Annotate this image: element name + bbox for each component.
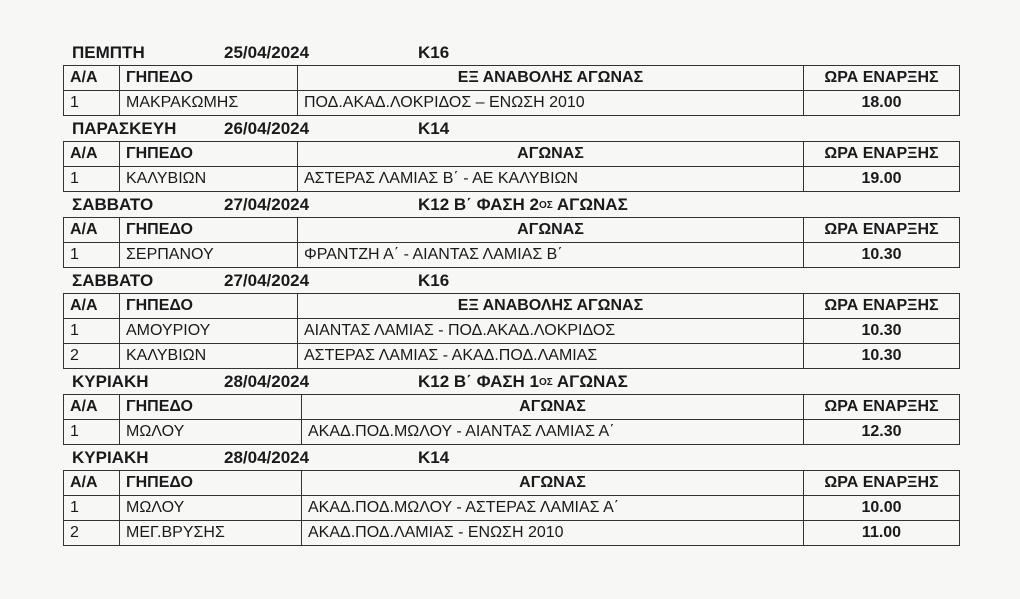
cell-match: ΑΙΑΝΤΑΣ ΛΑΜΙΑΣ - ΠΟΔ.ΑΚΑΔ.ΛΟΚΡΙΔΟΣ — [298, 319, 804, 344]
schedule-table — [63, 141, 960, 192]
col-header-venue: ΓΗΠΕΔΟ — [120, 471, 302, 496]
category: K14 — [418, 448, 450, 467]
schedule-block — [63, 116, 959, 192]
col-header-venue: ΓΗΠΕΔΟ — [120, 142, 298, 167]
cell-venue: ΑΜΟΥΡΙΟΥ — [120, 319, 298, 344]
col-header-match: ΕΞ ΑΝΑΒΟΛΗΣ ΑΓΩΝΑΣ — [298, 66, 804, 91]
table-row — [64, 420, 960, 445]
cell-venue: ΜΑΚΡΑΚΩΜΗΣ — [120, 91, 298, 116]
cell-no: 1 — [64, 496, 120, 521]
col-header-time: ΩΡΑ ΕΝΑΡΞΗΣ — [804, 471, 960, 496]
block-heading — [63, 40, 959, 65]
category-tail: ΑΓΩΝΑΣ — [552, 195, 628, 214]
date: 27/04/2024 — [224, 195, 310, 214]
cell-time: 19.00 — [804, 167, 960, 192]
block-heading — [63, 445, 959, 470]
cell-time: 11.00 — [804, 521, 960, 546]
schedule-table — [63, 394, 960, 445]
cell-time: 10.30 — [804, 243, 960, 268]
col-header-match: ΕΞ ΑΝΑΒΟΛΗΣ ΑΓΩΝΑΣ — [298, 294, 804, 319]
day-name: ΚΥΡΙΑΚΗ — [72, 448, 149, 467]
table-row — [64, 521, 960, 546]
category-main: K12 Β΄ ΦΑΣΗ 1 — [418, 372, 540, 391]
cell-no: 2 — [64, 344, 120, 369]
cell-time: 12.30 — [804, 420, 960, 445]
cell-venue: ΣΕΡΠΑΝΟΥ — [120, 243, 298, 268]
cell-match: ΑΚΑΔ.ΠΟΔ.ΜΩΛΟΥ - ΑΣΤΕΡΑΣ ΛΑΜΙΑΣ Α΄ — [302, 496, 804, 521]
block-heading — [63, 369, 959, 394]
cell-time: 10.30 — [804, 319, 960, 344]
col-header-no: Α/Α — [64, 471, 120, 496]
col-header-time: ΩΡΑ ΕΝΑΡΞΗΣ — [804, 294, 960, 319]
date: 27/04/2024 — [224, 271, 310, 290]
schedule-table — [63, 293, 960, 369]
day-name: ΣΑΒΒΑΤΟ — [72, 195, 154, 214]
col-header-no: Α/Α — [64, 395, 120, 420]
table-row — [64, 344, 960, 369]
col-header-no: Α/Α — [64, 218, 120, 243]
cell-time: 10.00 — [804, 496, 960, 521]
cell-no: 1 — [64, 420, 120, 445]
cell-venue: ΚΑΛΥΒΙΩΝ — [120, 167, 298, 192]
col-header-venue: ΓΗΠΕΔΟ — [120, 218, 298, 243]
date: 28/04/2024 — [224, 372, 310, 391]
col-header-no: Α/Α — [64, 142, 120, 167]
table-row — [64, 496, 960, 521]
table-header-row — [64, 471, 960, 496]
table-row — [64, 167, 960, 192]
schedule-table — [63, 217, 960, 268]
schedule-document — [63, 40, 959, 546]
cell-match: ΠΟΔ.ΑΚΑΔ.ΛΟΚΡΙΔΟΣ – ΕΝΩΣΗ 2010 — [298, 91, 804, 116]
date: 25/04/2024 — [224, 43, 310, 62]
category-tail: ΑΓΩΝΑΣ — [552, 372, 628, 391]
category — [418, 192, 628, 217]
category: K16 — [418, 271, 450, 290]
col-header-time: ΩΡΑ ΕΝΑΡΞΗΣ — [804, 66, 960, 91]
schedule-block — [63, 40, 959, 116]
col-header-time: ΩΡΑ ΕΝΑΡΞΗΣ — [804, 142, 960, 167]
date: 26/04/2024 — [224, 119, 310, 138]
table-header-row — [64, 395, 960, 420]
cell-venue: ΜΩΛΟΥ — [120, 420, 302, 445]
cell-time: 10.30 — [804, 344, 960, 369]
category: K16 — [418, 43, 450, 62]
col-header-match: ΑΓΩΝΑΣ — [298, 142, 804, 167]
col-header-time: ΩΡΑ ΕΝΑΡΞΗΣ — [804, 218, 960, 243]
category-superscript: ΟΣ — [539, 377, 553, 388]
schedule-block — [63, 192, 959, 268]
table-header-row — [64, 66, 960, 91]
day-name: ΚΥΡΙΑΚΗ — [72, 372, 149, 391]
block-heading — [63, 268, 959, 293]
block-heading — [63, 116, 959, 141]
col-header-match: ΑΓΩΝΑΣ — [302, 471, 804, 496]
col-header-venue: ΓΗΠΕΔΟ — [120, 294, 298, 319]
day-name: ΠΑΡΑΣΚΕΥΗ — [72, 119, 177, 138]
cell-venue: ΜΩΛΟΥ — [120, 496, 302, 521]
col-header-time: ΩΡΑ ΕΝΑΡΞΗΣ — [804, 395, 960, 420]
col-header-venue: ΓΗΠΕΔΟ — [120, 66, 298, 91]
schedule-block — [63, 268, 959, 369]
category-superscript: ΟΣ — [539, 200, 553, 211]
cell-no: 2 — [64, 521, 120, 546]
cell-match: ΑΣΤΕΡΑΣ ΛΑΜΙΑΣ - ΑΚΑΔ.ΠΟΔ.ΛΑΜΙΑΣ — [298, 344, 804, 369]
cell-time: 18.00 — [804, 91, 960, 116]
cell-no: 1 — [64, 91, 120, 116]
cell-match: ΑΚΑΔ.ΠΟΔ.ΛΑΜΙΑΣ - ΕΝΩΣΗ 2010 — [302, 521, 804, 546]
col-header-venue: ΓΗΠΕΔΟ — [120, 395, 302, 420]
cell-no: 1 — [64, 243, 120, 268]
cell-match: ΑΚΑΔ.ΠΟΔ.ΜΩΛΟΥ - ΑΙΑΝΤΑΣ ΛΑΜΙΑΣ Α΄ — [302, 420, 804, 445]
table-header-row — [64, 218, 960, 243]
schedule-block — [63, 369, 959, 445]
cell-match: ΑΣΤΕΡΑΣ ΛΑΜΙΑΣ Β΄ - ΑΕ ΚΑΛΥΒΙΩΝ — [298, 167, 804, 192]
schedule-table — [63, 65, 960, 116]
col-header-no: Α/Α — [64, 294, 120, 319]
cell-match: ΦΡΑΝΤΖΗ Α΄ - ΑΙΑΝΤΑΣ ΛΑΜΙΑΣ Β΄ — [298, 243, 804, 268]
table-row — [64, 319, 960, 344]
category-main: K12 Β΄ ΦΑΣΗ 2 — [418, 195, 540, 214]
block-heading — [63, 192, 959, 217]
schedule-table — [63, 470, 960, 546]
table-row — [64, 243, 960, 268]
table-header-row — [64, 142, 960, 167]
category — [418, 369, 628, 394]
day-name: ΠΕΜΠΤΗ — [72, 43, 145, 62]
category: K14 — [418, 119, 450, 138]
cell-no: 1 — [64, 319, 120, 344]
table-header-row — [64, 294, 960, 319]
col-header-match: ΑΓΩΝΑΣ — [302, 395, 804, 420]
col-header-match: ΑΓΩΝΑΣ — [298, 218, 804, 243]
cell-venue: ΚΑΛΥΒΙΩΝ — [120, 344, 298, 369]
col-header-no: Α/Α — [64, 66, 120, 91]
table-row — [64, 91, 960, 116]
date: 28/04/2024 — [224, 448, 310, 467]
schedule-block — [63, 445, 959, 546]
day-name: ΣΑΒΒΑΤΟ — [72, 271, 154, 290]
cell-venue: ΜΕΓ.ΒΡΥΣΗΣ — [120, 521, 302, 546]
cell-no: 1 — [64, 167, 120, 192]
